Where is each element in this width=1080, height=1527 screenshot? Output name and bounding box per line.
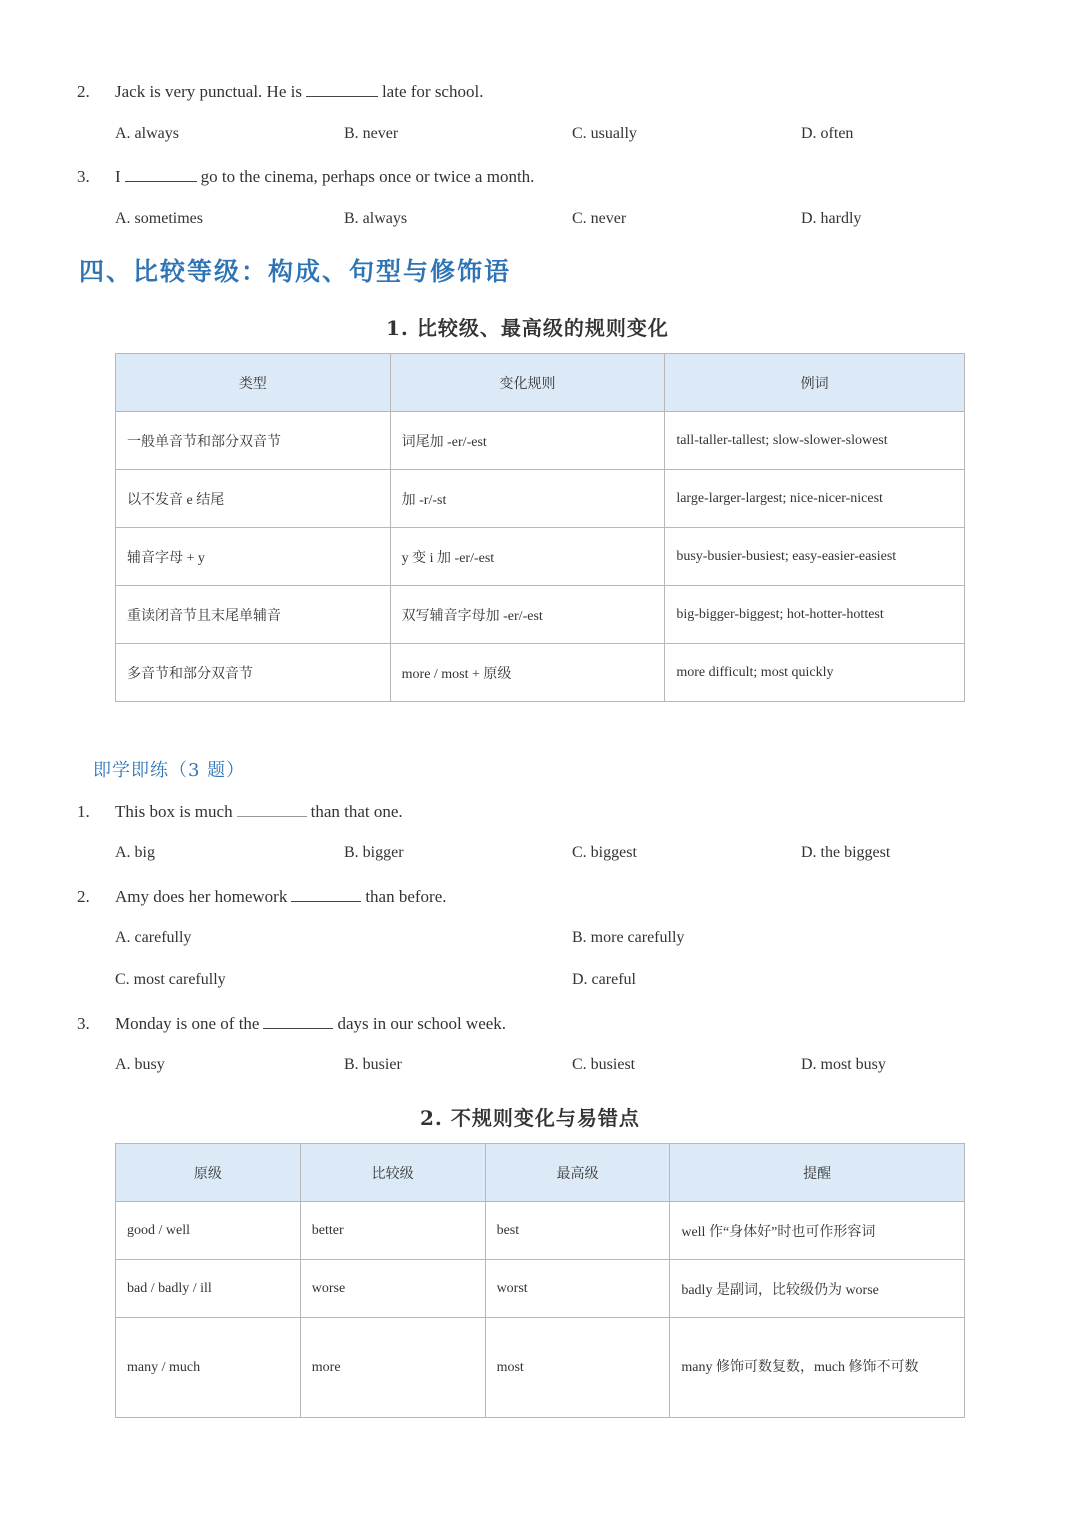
cell-reminder: badly 是副词，比较级仍为 worse [670, 1260, 965, 1318]
option-b[interactable]: B. never [344, 125, 399, 142]
question-text [115, 1014, 506, 1034]
header-comparative: 比较级 [300, 1144, 485, 1202]
option-b[interactable]: B. bigger [344, 844, 404, 861]
cell-reminder: many 修饰可数复数，much 修饰不可数 [670, 1318, 965, 1418]
header-reminder: 提醒 [670, 1144, 965, 1202]
header-example: 例词 [665, 354, 965, 412]
option-b[interactable]: B. busier [344, 1056, 402, 1073]
option-d[interactable]: D. hardly [801, 210, 862, 227]
option-b[interactable]: B. always [344, 210, 408, 227]
cell-example: big-bigger-biggest; hot-hotter-hottest [665, 586, 965, 644]
cell-type: 以不发音 e 结尾 [116, 470, 391, 528]
question-number: 1. [77, 802, 90, 821]
header-rule: 变化规则 [390, 354, 665, 412]
cell-example: more difficult; most quickly [665, 644, 965, 702]
table-row [116, 1260, 965, 1318]
table-row [116, 1202, 965, 1260]
answer-blank[interactable] [291, 900, 361, 902]
option-a[interactable]: A. always [115, 125, 179, 142]
cell-example: tall-taller-tallest; slow-slower-slowest [665, 412, 965, 470]
cell-rule: 双写辅音字母加 -er/-est [390, 586, 665, 644]
section-title: 四、比较等级：构成、句型与修饰语 [79, 257, 512, 286]
header-positive: 原级 [116, 1144, 301, 1202]
question-stem-before: Amy does her homework [115, 887, 288, 906]
header-superlative: 最高级 [485, 1144, 670, 1202]
option-c[interactable]: C. usually [572, 125, 637, 142]
question-stem-after: than that one. [310, 802, 403, 821]
question-stem-before: I [115, 167, 121, 186]
option-a[interactable]: A. big [115, 844, 155, 861]
option-c[interactable]: C. never [572, 210, 627, 227]
cell-rule: more / most + 原级 [390, 644, 665, 702]
table-row [116, 586, 965, 644]
cell-example: large-larger-largest; nice-nicer-nicest [665, 470, 965, 528]
cell-superlative: worst [485, 1260, 670, 1318]
cell-example: busy-busier-busiest; easy-easier-easiest [665, 528, 965, 586]
table-row [116, 470, 965, 528]
answer-blank[interactable] [306, 95, 378, 97]
answer-blank[interactable] [125, 180, 197, 182]
table-row [116, 644, 965, 702]
answer-blank[interactable] [263, 1027, 333, 1029]
question-stem-after: days in our school week. [337, 1014, 507, 1033]
table-row [116, 528, 965, 586]
option-a[interactable]: A. sometimes [115, 210, 203, 227]
option-d[interactable]: D. the biggest [801, 844, 891, 861]
option-c[interactable]: C. busiest [572, 1056, 636, 1073]
question-number: 2. [77, 82, 90, 101]
option-d[interactable]: D. often [801, 125, 854, 142]
cell-rule: y 变 i 加 -er/-est [390, 528, 665, 586]
cell-positive: good / well [116, 1202, 301, 1260]
answer-blank[interactable] [237, 815, 307, 817]
cell-comparative: more [300, 1318, 485, 1418]
practice-title: 即学即练（3 题） [93, 760, 246, 781]
question-stem-after: go to the cinema, perhaps once or twice a month. [200, 167, 535, 186]
cell-positive: bad / badly / ill [116, 1260, 301, 1318]
option-d[interactable]: D. careful [572, 971, 636, 988]
option-a[interactable]: A. busy [115, 1056, 165, 1073]
question-stem-before: Jack is very punctual. He is [115, 82, 302, 101]
cell-superlative: best [485, 1202, 670, 1260]
table-row [116, 412, 965, 470]
question-number: 3. [77, 167, 90, 186]
regular-rules-table [115, 353, 965, 702]
cell-comparative: better [300, 1202, 485, 1260]
irregular-forms-table [115, 1143, 965, 1418]
question-text [115, 167, 534, 187]
subsection-title-regular: 1. 比较级、最高级的规则变化 [386, 316, 669, 340]
question-text [115, 887, 447, 907]
option-b[interactable]: B. more carefully [572, 929, 685, 946]
option-d[interactable]: D. most busy [801, 1056, 886, 1073]
question-stem-before: This box is much [115, 802, 233, 821]
cell-type: 重读闭音节且末尾单辅音 [116, 586, 391, 644]
question-stem-after: than before. [365, 887, 447, 906]
table-row [116, 1318, 965, 1418]
cell-type: 多音节和部分双音节 [116, 644, 391, 702]
table-header-row [116, 1144, 965, 1202]
cell-superlative: most [485, 1318, 670, 1418]
subsection-title-irregular: 2. 不规则变化与易错点 [420, 1106, 640, 1130]
question-text [115, 802, 403, 822]
table-header-row [116, 354, 965, 412]
option-c[interactable]: C. biggest [572, 844, 637, 861]
question-text [115, 82, 483, 102]
cell-rule: 加 -r/-st [390, 470, 665, 528]
cell-rule: 词尾加 -er/-est [390, 412, 665, 470]
header-type: 类型 [116, 354, 391, 412]
cell-type: 辅音字母 + y [116, 528, 391, 586]
cell-type: 一般单音节和部分双音节 [116, 412, 391, 470]
option-a[interactable]: A. carefully [115, 929, 192, 946]
cell-comparative: worse [300, 1260, 485, 1318]
cell-positive: many / much [116, 1318, 301, 1418]
question-stem-after: late for school. [381, 82, 484, 101]
question-number: 2. [77, 887, 90, 906]
cell-reminder: well 作“身体好”时也可作形容词 [670, 1202, 965, 1260]
question-stem-before: Monday is one of the [115, 1014, 260, 1033]
option-c[interactable]: C. most carefully [115, 971, 226, 988]
question-number: 3. [77, 1014, 90, 1033]
